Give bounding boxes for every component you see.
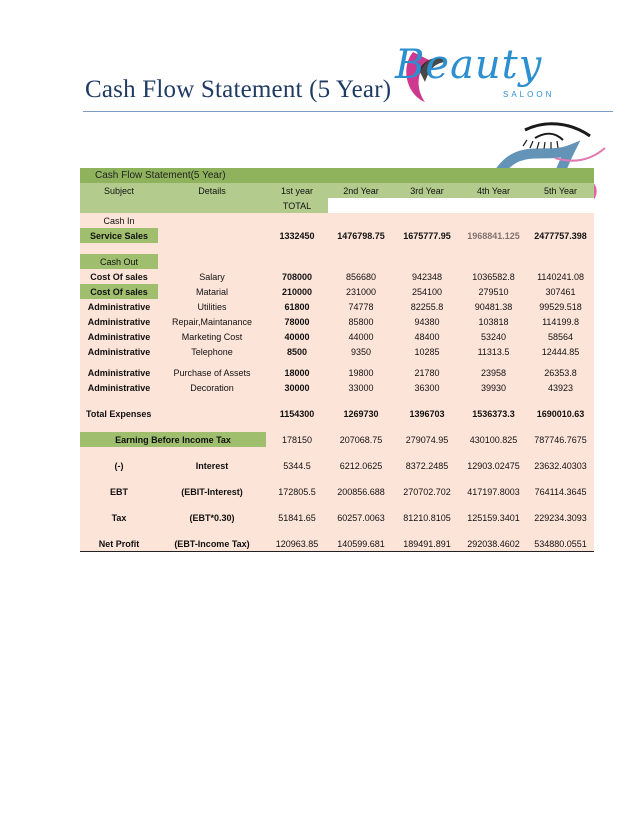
row-value-y1: 5344.5 bbox=[266, 458, 328, 473]
row-value-y4: 23958 bbox=[460, 365, 527, 380]
header-year-2: 2nd Year bbox=[328, 183, 394, 198]
row-value-y2: 1269730 bbox=[328, 406, 394, 421]
row-value-y4: 1536373.3 bbox=[460, 406, 527, 421]
row-value-y5: 12444.85 bbox=[527, 344, 594, 359]
row-details: Matarial bbox=[158, 284, 266, 299]
row-value-y3: 1396703 bbox=[394, 406, 460, 421]
cash-flow-table bbox=[80, 168, 594, 552]
service-sales-row bbox=[80, 228, 594, 243]
row-value-y4: 90481.38 bbox=[460, 299, 527, 314]
header-year-4: 4th Year bbox=[460, 183, 527, 198]
row-value-y5: 1140241.08 bbox=[527, 269, 594, 284]
ebit-row bbox=[80, 432, 594, 447]
row-value-y5: 99529.518 bbox=[527, 299, 594, 314]
interest-row bbox=[80, 458, 594, 473]
row-subject: Administrative bbox=[80, 329, 158, 344]
row-value-y3: 82255.8 bbox=[394, 299, 460, 314]
page-title: Cash Flow Statement (5 Year) bbox=[85, 76, 392, 103]
row-value-y5: 787746.7675 bbox=[527, 432, 594, 447]
row-value-y4: 103818 bbox=[460, 314, 527, 329]
row-value-y1: 18000 bbox=[266, 365, 328, 380]
row-value-y4: 125159.3401 bbox=[460, 510, 527, 525]
row-subject: Net Profit bbox=[80, 536, 158, 552]
row-label: Earning Before Income Tax bbox=[80, 432, 266, 447]
row-value-y3: 21780 bbox=[394, 365, 460, 380]
ebt-row bbox=[80, 484, 594, 499]
header-blank bbox=[80, 198, 158, 213]
row-details: Decoration bbox=[158, 380, 266, 395]
row-blank bbox=[158, 254, 594, 269]
total-expenses-row bbox=[80, 406, 594, 421]
row-value-y3: 48400 bbox=[394, 329, 460, 344]
row-value-y1: 78000 bbox=[266, 314, 328, 329]
row-value-y4: 417197.8003 bbox=[460, 484, 527, 499]
spacer-row bbox=[80, 473, 594, 484]
header-year-1: 1st year bbox=[266, 183, 328, 198]
row-value-y5: 1690010.63 bbox=[527, 406, 594, 421]
row-value-y2: 44000 bbox=[328, 329, 394, 344]
row-value-y1: 1332450 bbox=[266, 228, 328, 243]
cash-in-label: Cash In bbox=[80, 213, 158, 228]
logo-subtext: SALOON bbox=[503, 90, 555, 99]
row-details: (EBT-Income Tax) bbox=[158, 536, 266, 552]
row-value-y4: 1036582.8 bbox=[460, 269, 527, 284]
row-value-y4: 279510 bbox=[460, 284, 527, 299]
expense-row bbox=[80, 329, 594, 344]
row-value-y5: 534880.0551 bbox=[527, 536, 594, 552]
row-value-y4: 11313.5 bbox=[460, 344, 527, 359]
row-details: Marketing Cost bbox=[158, 329, 266, 344]
row-details: Salary bbox=[158, 269, 266, 284]
table-title: Cash Flow Statement(5 Year) bbox=[80, 168, 594, 183]
row-value-y5: 23632.40303 bbox=[527, 458, 594, 473]
row-value-y1: 172805.5 bbox=[266, 484, 328, 499]
header-total: TOTAL bbox=[266, 198, 328, 213]
row-value-y2: 6212.0625 bbox=[328, 458, 394, 473]
spacer-row bbox=[80, 499, 594, 510]
expense-row bbox=[80, 269, 594, 284]
expense-row bbox=[80, 314, 594, 329]
row-value-y2: 19800 bbox=[328, 365, 394, 380]
row-value-y2: 207068.75 bbox=[328, 432, 394, 447]
row-value-y3: 36300 bbox=[394, 380, 460, 395]
expense-row bbox=[80, 380, 594, 395]
row-subject: (-) bbox=[80, 458, 158, 473]
row-label: Total Expenses bbox=[80, 406, 266, 421]
row-value-y5: 58564 bbox=[527, 329, 594, 344]
row-value-y2: 60257.0063 bbox=[328, 510, 394, 525]
net-profit-row bbox=[80, 536, 594, 552]
cash-out-label: Cash Out bbox=[80, 254, 158, 269]
row-value-y3: 279074.95 bbox=[394, 432, 460, 447]
row-details: (EBT*0.30) bbox=[158, 510, 266, 525]
row-subject: Administrative bbox=[80, 380, 158, 395]
row-value-y2: 9350 bbox=[328, 344, 394, 359]
row-value-y2: 140599.681 bbox=[328, 536, 394, 552]
row-value-y1: 210000 bbox=[266, 284, 328, 299]
row-value-y4: 292038.4602 bbox=[460, 536, 527, 552]
row-value-y1: 708000 bbox=[266, 269, 328, 284]
logo-text: Beauty bbox=[395, 42, 543, 88]
row-value-y2: 74778 bbox=[328, 299, 394, 314]
row-value-y5: 2477757.398 bbox=[527, 228, 594, 243]
header-total-row bbox=[80, 198, 594, 213]
row-value-y4: 1968841.125 bbox=[460, 228, 527, 243]
row-value-y5: 43923 bbox=[527, 380, 594, 395]
row-value-y2: 856680 bbox=[328, 269, 394, 284]
row-value-y3: 189491.891 bbox=[394, 536, 460, 552]
row-value-y1: 30000 bbox=[266, 380, 328, 395]
row-value-y3: 270702.702 bbox=[394, 484, 460, 499]
row-value-y4: 39930 bbox=[460, 380, 527, 395]
row-value-y2: 33000 bbox=[328, 380, 394, 395]
row-value-y1: 40000 bbox=[266, 329, 328, 344]
cash-in-row bbox=[80, 213, 594, 228]
row-subject: Administrative bbox=[80, 344, 158, 359]
row-value-y1: 61800 bbox=[266, 299, 328, 314]
row-subject: Tax bbox=[80, 510, 158, 525]
row-details: Utilities bbox=[158, 299, 266, 314]
row-value-y5: 114199.8 bbox=[527, 314, 594, 329]
row-value-y1: 178150 bbox=[266, 432, 328, 447]
row-value-y3: 942348 bbox=[394, 269, 460, 284]
header-blank bbox=[328, 198, 594, 213]
row-subject: Cost Of sales bbox=[80, 284, 158, 299]
row-blank bbox=[158, 213, 594, 228]
row-details: (EBIT-Interest) bbox=[158, 484, 266, 499]
spacer-row bbox=[80, 421, 594, 432]
row-value-y2: 85800 bbox=[328, 314, 394, 329]
header-details: Details bbox=[158, 183, 266, 198]
spacer-row bbox=[80, 525, 594, 536]
expense-row bbox=[80, 284, 594, 299]
row-details: Repair,Maintanance bbox=[158, 314, 266, 329]
row-value-y3: 94380 bbox=[394, 314, 460, 329]
row-value-y4: 12903.02475 bbox=[460, 458, 527, 473]
row-value-y1: 1154300 bbox=[266, 406, 328, 421]
row-value-y5: 307461 bbox=[527, 284, 594, 299]
expense-row bbox=[80, 299, 594, 314]
spacer-row bbox=[80, 447, 594, 458]
table-title-row bbox=[80, 168, 594, 183]
row-value-y3: 254100 bbox=[394, 284, 460, 299]
row-subject: Service Sales bbox=[80, 228, 158, 243]
row-value-y2: 200856.688 bbox=[328, 484, 394, 499]
row-value-y1: 8500 bbox=[266, 344, 328, 359]
row-value-y3: 81210.8105 bbox=[394, 510, 460, 525]
row-value-y3: 10285 bbox=[394, 344, 460, 359]
row-value-y3: 8372.2485 bbox=[394, 458, 460, 473]
header-subject: Subject bbox=[80, 183, 158, 198]
row-details: Interest bbox=[158, 458, 266, 473]
row-subject: Administrative bbox=[80, 365, 158, 380]
row-value-y5: 229234.3093 bbox=[527, 510, 594, 525]
row-details: Telephone bbox=[158, 344, 266, 359]
row-value-y5: 764114.3645 bbox=[527, 484, 594, 499]
row-subject: Administrative bbox=[80, 299, 158, 314]
header-row bbox=[80, 183, 594, 198]
row-value-y1: 120963.85 bbox=[266, 536, 328, 552]
row-subject: EBT bbox=[80, 484, 158, 499]
tax-row bbox=[80, 510, 594, 525]
header-year-3: 3rd Year bbox=[394, 183, 460, 198]
row-value-y2: 231000 bbox=[328, 284, 394, 299]
spacer-row bbox=[80, 395, 594, 406]
header-year-5: 5th Year bbox=[527, 183, 594, 198]
row-subject: Cost Of sales bbox=[80, 269, 158, 284]
expense-row bbox=[80, 365, 594, 380]
row-value-y5: 26353.8 bbox=[527, 365, 594, 380]
row-details bbox=[158, 228, 266, 243]
row-value-y1: 51841.65 bbox=[266, 510, 328, 525]
header-blank bbox=[158, 198, 266, 213]
row-value-y3: 1675777.95 bbox=[394, 228, 460, 243]
cash-out-row bbox=[80, 254, 594, 269]
spacer-row bbox=[80, 243, 594, 254]
row-value-y4: 53240 bbox=[460, 329, 527, 344]
row-details: Purchase of Assets bbox=[158, 365, 266, 380]
row-subject: Administrative bbox=[80, 314, 158, 329]
expense-row bbox=[80, 344, 594, 359]
row-value-y4: 430100.825 bbox=[460, 432, 527, 447]
row-value-y2: 1476798.75 bbox=[328, 228, 394, 243]
